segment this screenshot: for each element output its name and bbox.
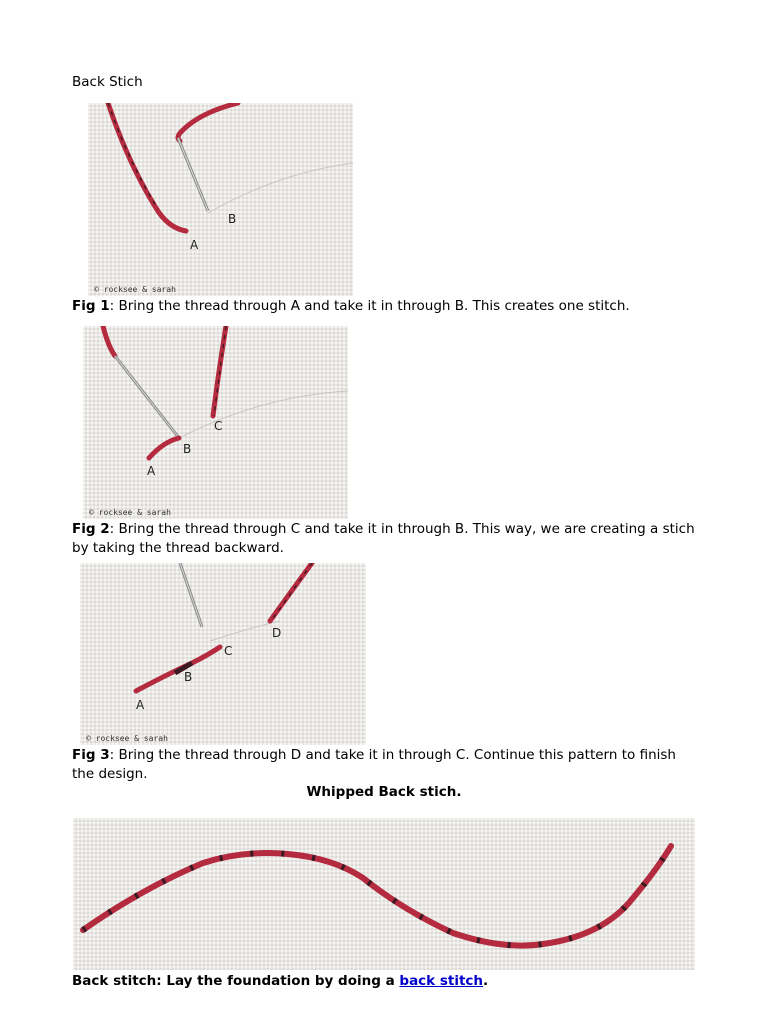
- fig3-caption: [72, 746, 702, 784]
- fig3-watermark: © rocksee & sarah: [86, 734, 168, 743]
- fig3-caption-text: : Bring the thread through D and take it in through C. Continue this pattern to finish the design.: [72, 747, 676, 782]
- fig2-caption: [72, 520, 702, 558]
- fig2-point-c: C: [214, 419, 223, 433]
- fig3-point-d: D: [272, 626, 282, 640]
- fig1-label: Fig 1: [72, 298, 110, 314]
- fig3-label: Fig 3: [72, 747, 110, 763]
- page-heading: Back Stich: [72, 74, 143, 90]
- fig2-point-b: B: [183, 442, 192, 456]
- fig1-point-a: A: [190, 238, 199, 252]
- fig2-point-a: A: [147, 464, 156, 478]
- back-stitch-link[interactable]: back stitch: [399, 973, 484, 989]
- fig1-point-b: B: [228, 212, 237, 226]
- fig1-watermark: © rocksee & sarah: [94, 285, 176, 294]
- fig2-caption-text: : Bring the thread through C and take it in through B. This way, we are creating a stich by taking the thread backward.: [72, 521, 695, 556]
- fig1-caption: [72, 297, 712, 316]
- fig2-watermark: © rocksee & sarah: [89, 508, 171, 517]
- whipped-heading: Whipped Back stich.: [306, 784, 462, 800]
- footer-prefix: Back stitch: Lay the foundation by doing a: [72, 973, 400, 989]
- fig3-point-a: A: [136, 698, 145, 712]
- whipped-stitch-photo: [73, 818, 695, 970]
- fig1-caption-text: : Bring the thread through A and take it in through B. This creates one stitch.: [109, 298, 630, 314]
- fig3-point-b: B: [184, 670, 193, 684]
- fig3-point-c: C: [224, 644, 233, 658]
- footer-text: [72, 972, 488, 991]
- fig3-photo: [80, 563, 366, 745]
- fig1-photo: [88, 103, 353, 296]
- footer-suffix: .: [483, 973, 489, 989]
- fig2-photo: [83, 326, 348, 519]
- fig2-label: Fig 2: [72, 521, 110, 537]
